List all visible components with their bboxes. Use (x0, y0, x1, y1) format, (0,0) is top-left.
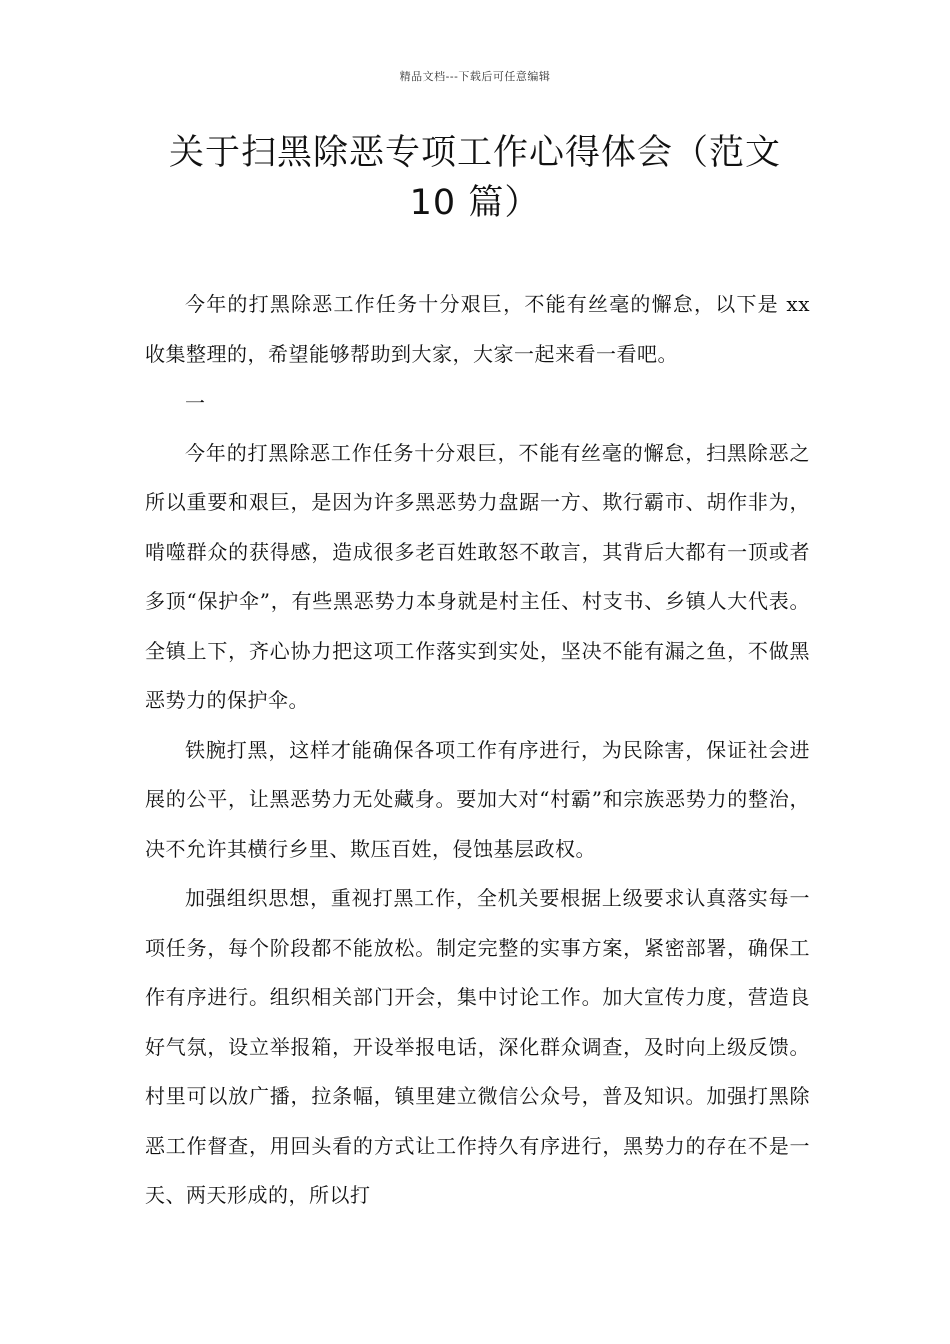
paragraph-intro: 今年的打黑除恶工作任务十分艰巨，不能有丝毫的懈怠，以下是 xx 收集整理的，希望能够帮助到大家，大家一起来看一看吧。 (145, 292, 810, 366)
paragraph: 铁腕打黑，这样才能确保各项工作有序进行，为民除害，保证社会进展的公平，让黑恶势力无处藏身。要加大对“村霸”和宗族恶势力的整治，决不允许其横行乡里、欺压百姓，侵蚀基层政权。 (145, 737, 810, 861)
title-line-1: 关于扫黑除恶专项工作心得体会（范文 (168, 133, 781, 173)
paragraph: 今年的打黑除恶工作任务十分艰巨，不能有丝毫的懈怠，扫黑除恶之所以重要和艰巨，是因为许多黑恶势力盘踞一方、欺行霸市、胡作非为，啃噬群众的获得感，造成很多老百姓敢怒不敢言，其背后大都有一顶或者多顶“保护伞”，有些黑恶势力本身就是村主任、村支书、乡镇人大代表。全镇上下，齐心协力把这项工作落实到实处，坚决不能有漏之鱼，不做黑恶势力的保护伞。 (145, 440, 810, 712)
document-title (120, 128, 830, 228)
document-body (145, 280, 810, 1221)
section-number: 一 (185, 391, 206, 415)
header-note: 精品文档---下载后可任意编辑 (399, 70, 551, 83)
paragraph: 加强组织思想，重视打黑工作，全机关要根据上级要求认真落实每一项任务，每个阶段都不能放松。制定完整的实事方案，紧密部署，确保工作有序进行。组织相关部门开会，集中讨论工作。加大宣传力度，营造良好气氛，设立举报箱，开设举报电话，深化群众调查，及时向上级反馈。村里可以放广播，拉条幅，镇里建立微信公众号，普及知识。加强打黑除恶工作督查，用回头看的方式让工作持久有序进行，黑势力的存在不是一天、两天形成的，所以打 (145, 886, 810, 1207)
title-line-2: 10 篇） (409, 183, 541, 223)
